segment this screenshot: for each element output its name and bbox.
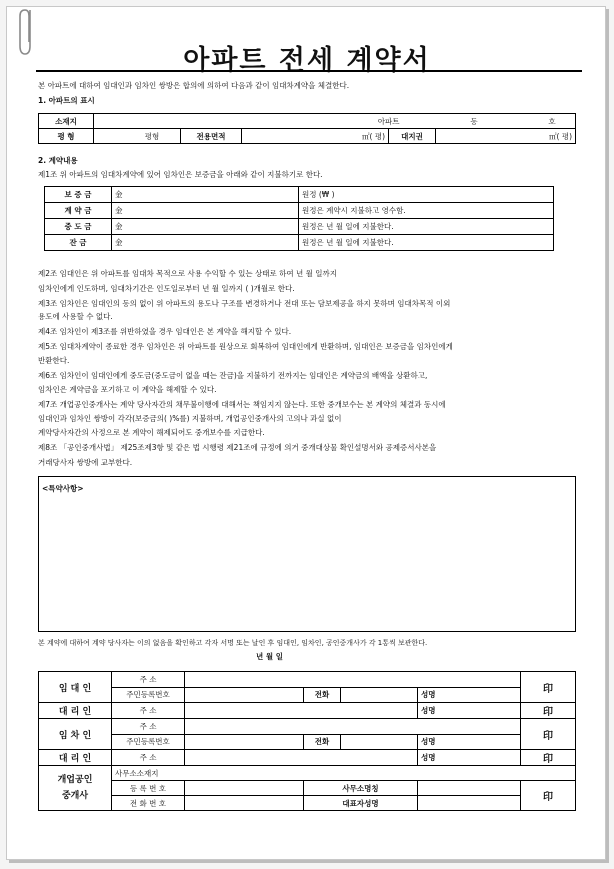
lessee-id-label: 주민등록번호 <box>112 734 185 750</box>
article-line: 임대인과 임차인 쌍방이 각각(보증금의( )%를) 지불하며, 개업공인중개사의 고의나 과실 없이 <box>38 414 342 423</box>
pyeong-field[interactable]: 평형 <box>94 129 181 144</box>
lessor-seal[interactable]: 印 <box>521 672 576 703</box>
lessee-seal[interactable]: 印 <box>521 719 576 750</box>
article-line: 계약당사자간의 사정으로 본 계약이 해제되어도 중개보수를 지급한다. <box>38 428 265 437</box>
article-line: 제5조 임대차계약이 종료한 경우 임차인은 위 아파트를 원상으로 회복하여 임대인에게 반환하며, 임대인은 보증금을 임차인에게 <box>38 342 453 351</box>
location-label: 소재지 <box>39 114 94 129</box>
lessee-address-label: 주 소 <box>112 719 185 735</box>
article-line: 제4조 임차인이 제3조를 위반하였을 경우 임대인은 본 계약을 해지할 수 있다. <box>38 327 292 336</box>
interim-payment-label: 중 도 금 <box>45 219 112 235</box>
lessor-agent-address-field[interactable] <box>185 703 418 719</box>
lessor-phone-field[interactable] <box>341 687 418 703</box>
lessor-id-label: 주민등록번호 <box>112 687 185 703</box>
contract-payment-label: 계 약 금 <box>45 203 112 219</box>
section2-title: 2. 계약내용 <box>38 156 78 165</box>
broker-tel-label: 전 화 번 호 <box>112 796 185 811</box>
closing-text: 본 계약에 대하여 계약 당사자는 이의 없음을 확인하고 각자 서명 또는 날인 후 임대인, 임차인, 공인중개사가 각 1통씩 보관한다. <box>38 639 428 647</box>
broker-office-name-label: 사무소명칭 <box>304 781 418 796</box>
lessor-agent-seal[interactable]: 印 <box>521 703 576 719</box>
article-line: 임차인에게 인도하며, 임대차기간은 인도일로부터 년 월 일까지 ( )개월로 한다. <box>38 284 295 293</box>
article-line: 제6조 임차인이 임대인에게 중도금(중도금이 없을 때는 잔금)을 지불하기 전까지는 임대인은 계약금의 배액을 상환하고, <box>38 371 428 380</box>
balance-detail: 원정은 년 월 일에 지불한다. <box>299 235 554 251</box>
article-line: 용도에 사용할 수 없다. <box>38 312 113 321</box>
lessor-address-label: 주 소 <box>112 672 185 688</box>
lessor-name-cell[interactable]: 성명 <box>418 687 521 703</box>
article-line: 제2조 임대인은 위 아파트를 임대차 목적으로 사용 수익할 수 있는 상태로 하여 년 월 일까지 <box>38 269 337 278</box>
lessee-label: 임 차 인 <box>39 719 112 750</box>
location-field[interactable]: 아파트 동 호 <box>94 114 576 129</box>
broker-office-address-cell[interactable]: 사무소소재지 <box>112 766 576 781</box>
lessee-name-cell[interactable]: 성명 <box>418 734 521 750</box>
lessor-id-field[interactable] <box>185 687 304 703</box>
land-right-field[interactable]: ㎡( 평) <box>436 129 576 144</box>
lessee-agent-name-cell[interactable]: 성명 <box>418 750 521 766</box>
contract-amount-field[interactable]: 金 <box>112 203 299 219</box>
balance-amount-field[interactable]: 金 <box>112 235 299 251</box>
lessee-agent-label: 대 리 인 <box>39 750 112 766</box>
article-line: 제8조 「공인중개사법」 제25조제3항 및 같은 법 시행령 제21조에 규정에 의거 중개대상물 확인설명서와 공제증서사본을 <box>38 443 437 452</box>
payments-table <box>44 186 554 251</box>
property-table <box>38 113 576 144</box>
interim-amount-field[interactable]: 金 <box>112 219 299 235</box>
page-title: 아파트 전세 계약서 <box>183 45 431 76</box>
contract-date-line[interactable]: 년 월 일 <box>256 652 283 661</box>
broker-tel-field[interactable] <box>185 796 304 811</box>
lessee-agent-address-label: 주 소 <box>112 750 185 766</box>
lessor-address-field[interactable] <box>185 672 521 688</box>
exclusive-area-label: 전용면적 <box>181 129 242 144</box>
broker-seal[interactable]: 印 <box>521 781 576 811</box>
broker-label: 개업공인 중개사 <box>39 766 112 811</box>
lessor-label: 임 대 인 <box>39 672 112 703</box>
title-underline <box>36 70 582 72</box>
deposit-label: 보 증 금 <box>45 187 112 203</box>
interim-detail: 원정은 년 월 일에 지불한다. <box>299 219 554 235</box>
broker-reg-field[interactable] <box>185 781 304 796</box>
intro-text: 본 아파트에 대하여 임대인과 임차인 쌍방은 합의에 의하여 다음과 같이 임대차계약을 체결한다. <box>38 81 350 90</box>
deposit-detail: 원정 (₩ ) <box>299 187 554 203</box>
article-line: 임차인은 계약금을 포기하고 이 계약을 해제할 수 있다. <box>38 385 217 394</box>
article-line: 제3조 임차인은 임대인의 동의 없이 위 아파트의 용도나 구조를 변경하거나 전대 또는 담보제공을 하지 못하며 임대차목적 이외 <box>38 299 451 308</box>
area-label: 평 형 <box>39 129 94 144</box>
balance-label: 잔 금 <box>45 235 112 251</box>
lessor-agent-label: 대 리 인 <box>39 703 112 719</box>
lessee-phone-label: 전화 <box>304 734 341 750</box>
article-1: 제1조 위 아파트의 임대차계약에 있어 임차인은 보증금을 아래와 같이 지불하기로 한다. <box>38 170 323 179</box>
land-right-label: 대지권 <box>389 129 436 144</box>
article-line: 거래당사자 쌍방에 교부한다. <box>38 458 133 467</box>
deposit-amount-field[interactable]: 金 <box>112 187 299 203</box>
exclusive-area-field[interactable]: ㎡( 평) <box>242 129 389 144</box>
contract-detail: 원정은 계약시 지불하고 영수함. <box>299 203 554 219</box>
lessor-phone-label: 전화 <box>304 687 341 703</box>
lessor-agent-address-label: 주 소 <box>112 703 185 719</box>
lessee-id-field[interactable] <box>185 734 304 750</box>
broker-office-name-field[interactable] <box>418 781 521 796</box>
lessee-address-field[interactable] <box>185 719 521 735</box>
lessee-agent-address-field[interactable] <box>185 750 418 766</box>
signature-table <box>38 671 576 811</box>
article-line: 제7조 개업공인중개사는 계약 당사자간의 채무불이행에 대해서는 책임지지 않는다. 또한 중개보수는 본 계약의 체결과 동시에 <box>38 400 446 409</box>
special-terms-label: <특약사항> <box>42 484 84 493</box>
lessee-phone-field[interactable] <box>341 734 418 750</box>
broker-rep-label: 대표자성명 <box>304 796 418 811</box>
article-line: 반환한다. <box>38 356 70 365</box>
special-terms-box[interactable] <box>38 476 576 632</box>
broker-reg-label: 등 록 번 호 <box>112 781 185 796</box>
lessee-agent-seal[interactable]: 印 <box>521 750 576 766</box>
section1-title: 1. 아파트의 표시 <box>38 96 95 105</box>
lessor-agent-name-cell[interactable]: 성명 <box>418 703 521 719</box>
broker-rep-field[interactable] <box>418 796 521 811</box>
